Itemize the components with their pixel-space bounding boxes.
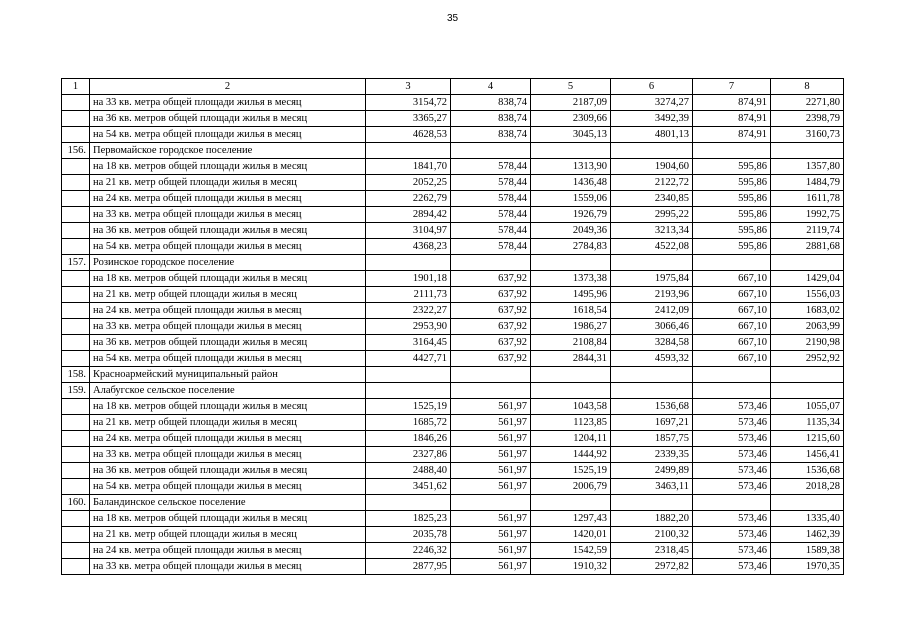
table-row: [62, 415, 844, 431]
value-cell: 838,74: [451, 95, 531, 111]
row-number-cell: [62, 559, 90, 575]
value-cell: 2499,89: [611, 463, 693, 479]
row-number-cell: [62, 175, 90, 191]
row-label: на 21 кв. метр общей площади жилья в месяц: [90, 415, 366, 431]
value-cell: 838,74: [451, 111, 531, 127]
value-cell: 573,46: [693, 559, 771, 575]
value-cell: 2972,82: [611, 559, 693, 575]
row-number-cell: [62, 447, 90, 463]
value-cell: 2953,90: [366, 319, 451, 335]
empty-cell: [366, 383, 451, 399]
empty-cell: [611, 383, 693, 399]
value-cell: 578,44: [451, 239, 531, 255]
row-number-cell: [62, 399, 90, 415]
row-number-cell: [62, 479, 90, 495]
value-cell: 2108,84: [531, 335, 611, 351]
empty-cell: [611, 495, 693, 511]
table-row: [62, 527, 844, 543]
header-cell: 4: [451, 79, 531, 95]
value-cell: 4368,23: [366, 239, 451, 255]
value-cell: 667,10: [693, 287, 771, 303]
value-cell: 3213,34: [611, 223, 693, 239]
value-cell: 4427,71: [366, 351, 451, 367]
value-cell: 3451,62: [366, 479, 451, 495]
empty-cell: [771, 495, 844, 511]
value-cell: 1215,60: [771, 431, 844, 447]
value-cell: 637,92: [451, 319, 531, 335]
value-cell: 1904,60: [611, 159, 693, 175]
row-number-cell: [62, 319, 90, 335]
empty-cell: [451, 255, 531, 271]
value-cell: 2412,09: [611, 303, 693, 319]
value-cell: 1373,38: [531, 271, 611, 287]
value-cell: 578,44: [451, 175, 531, 191]
table-row: [62, 111, 844, 127]
value-cell: 667,10: [693, 319, 771, 335]
value-cell: 1611,78: [771, 191, 844, 207]
value-cell: 561,97: [451, 559, 531, 575]
row-number-cell: [62, 127, 90, 143]
row-label: на 33 кв. метра общей площади жилья в месяц: [90, 319, 366, 335]
row-label: на 33 кв. метра общей площади жилья в месяц: [90, 95, 366, 111]
section-number: 159.: [62, 383, 90, 399]
table-row: [62, 271, 844, 287]
empty-cell: [611, 143, 693, 159]
section-row: [62, 367, 844, 383]
value-cell: 573,46: [693, 447, 771, 463]
value-cell: 3104,97: [366, 223, 451, 239]
value-cell: 3274,27: [611, 95, 693, 111]
value-cell: 1484,79: [771, 175, 844, 191]
value-cell: 2309,66: [531, 111, 611, 127]
value-cell: 578,44: [451, 159, 531, 175]
header-cell: 8: [771, 79, 844, 95]
value-cell: 2339,35: [611, 447, 693, 463]
value-cell: 1559,06: [531, 191, 611, 207]
value-cell: 1825,23: [366, 511, 451, 527]
header-cell: 7: [693, 79, 771, 95]
value-cell: 3492,39: [611, 111, 693, 127]
value-cell: 3160,73: [771, 127, 844, 143]
value-cell: 561,97: [451, 431, 531, 447]
value-cell: 561,97: [451, 511, 531, 527]
value-cell: 2318,45: [611, 543, 693, 559]
value-cell: 667,10: [693, 351, 771, 367]
value-cell: 637,92: [451, 303, 531, 319]
row-label: на 18 кв. метров общей площади жилья в месяц: [90, 511, 366, 527]
value-cell: 667,10: [693, 271, 771, 287]
value-cell: 2844,31: [531, 351, 611, 367]
value-cell: 2894,42: [366, 207, 451, 223]
empty-cell: [693, 143, 771, 159]
value-cell: 874,91: [693, 95, 771, 111]
value-cell: 2190,98: [771, 335, 844, 351]
value-cell: 1462,39: [771, 527, 844, 543]
row-number-cell: [62, 431, 90, 447]
value-cell: 2340,85: [611, 191, 693, 207]
value-cell: 1123,85: [531, 415, 611, 431]
empty-cell: [771, 143, 844, 159]
value-cell: 2881,68: [771, 239, 844, 255]
section-number: 160.: [62, 495, 90, 511]
value-cell: 874,91: [693, 127, 771, 143]
row-number-cell: [62, 111, 90, 127]
value-cell: 578,44: [451, 223, 531, 239]
table-row: [62, 127, 844, 143]
value-cell: 595,86: [693, 223, 771, 239]
value-cell: 1556,03: [771, 287, 844, 303]
value-cell: 1697,21: [611, 415, 693, 431]
value-cell: 3365,27: [366, 111, 451, 127]
value-cell: 1841,70: [366, 159, 451, 175]
value-cell: 573,46: [693, 415, 771, 431]
value-cell: 637,92: [451, 351, 531, 367]
value-cell: 1683,02: [771, 303, 844, 319]
value-cell: 2187,09: [531, 95, 611, 111]
row-number-cell: [62, 527, 90, 543]
table-row: [62, 543, 844, 559]
section-title: Баландинское сельское поселение: [90, 495, 366, 511]
section-title: Алабугское сельское поселение: [90, 383, 366, 399]
value-cell: 637,92: [451, 335, 531, 351]
empty-cell: [693, 383, 771, 399]
value-cell: 573,46: [693, 543, 771, 559]
value-cell: 1975,84: [611, 271, 693, 287]
value-cell: 2052,25: [366, 175, 451, 191]
empty-cell: [531, 383, 611, 399]
value-cell: 3164,45: [366, 335, 451, 351]
empty-cell: [366, 367, 451, 383]
row-label: на 24 кв. метра общей площади жилья в месяц: [90, 543, 366, 559]
value-cell: 573,46: [693, 511, 771, 527]
row-number-cell: [62, 303, 90, 319]
value-cell: 2262,79: [366, 191, 451, 207]
value-cell: 2327,86: [366, 447, 451, 463]
table-row: [62, 159, 844, 175]
value-cell: 874,91: [693, 111, 771, 127]
empty-cell: [451, 143, 531, 159]
row-number-cell: [62, 239, 90, 255]
value-cell: 2271,80: [771, 95, 844, 111]
row-label: на 54 кв. метра общей площади жилья в месяц: [90, 127, 366, 143]
value-cell: 3045,13: [531, 127, 611, 143]
value-cell: 2784,83: [531, 239, 611, 255]
table-row: [62, 351, 844, 367]
value-cell: 1135,34: [771, 415, 844, 431]
row-label: на 33 кв. метра общей площади жилья в месяц: [90, 207, 366, 223]
row-label: на 33 кв. метра общей площади жилья в месяц: [90, 447, 366, 463]
value-cell: 2035,78: [366, 527, 451, 543]
value-cell: 2049,36: [531, 223, 611, 239]
row-number-cell: [62, 351, 90, 367]
row-label: на 24 кв. метра общей площади жилья в месяц: [90, 431, 366, 447]
empty-cell: [531, 367, 611, 383]
value-cell: 4628,53: [366, 127, 451, 143]
table-row: [62, 175, 844, 191]
row-label: на 24 кв. метра общей площади жилья в месяц: [90, 303, 366, 319]
value-cell: 561,97: [451, 447, 531, 463]
value-cell: 561,97: [451, 479, 531, 495]
value-cell: 561,97: [451, 527, 531, 543]
section-title: Красноармейский муниципальный район: [90, 367, 366, 383]
row-label: на 54 кв. метра общей площади жилья в месяц: [90, 351, 366, 367]
value-cell: 1204,11: [531, 431, 611, 447]
empty-cell: [366, 495, 451, 511]
row-label: на 18 кв. метров общей площади жилья в месяц: [90, 271, 366, 287]
value-cell: 3154,72: [366, 95, 451, 111]
row-number-cell: [62, 543, 90, 559]
row-number-cell: [62, 207, 90, 223]
row-number-cell: [62, 335, 90, 351]
row-number-cell: [62, 287, 90, 303]
table-row: [62, 303, 844, 319]
value-cell: 1297,43: [531, 511, 611, 527]
value-cell: 573,46: [693, 399, 771, 415]
row-label: на 54 кв. метра общей площади жилья в месяц: [90, 239, 366, 255]
value-cell: 1882,20: [611, 511, 693, 527]
row-label: на 36 кв. метров общей площади жилья в месяц: [90, 463, 366, 479]
row-label: на 36 кв. метров общей площади жилья в месяц: [90, 335, 366, 351]
value-cell: 1970,35: [771, 559, 844, 575]
section-title: Розинское городское поселение: [90, 255, 366, 271]
value-cell: 4522,08: [611, 239, 693, 255]
row-label: на 18 кв. метров общей площади жилья в месяц: [90, 399, 366, 415]
value-cell: 2018,28: [771, 479, 844, 495]
value-cell: 1901,18: [366, 271, 451, 287]
section-number: 156.: [62, 143, 90, 159]
header-cell: 6: [611, 79, 693, 95]
value-cell: 1436,48: [531, 175, 611, 191]
table-row: [62, 207, 844, 223]
value-cell: 2995,22: [611, 207, 693, 223]
value-cell: 1043,58: [531, 399, 611, 415]
table-row: [62, 479, 844, 495]
section-row: [62, 143, 844, 159]
value-cell: 573,46: [693, 479, 771, 495]
value-cell: 667,10: [693, 335, 771, 351]
value-cell: 578,44: [451, 207, 531, 223]
value-cell: 2006,79: [531, 479, 611, 495]
value-cell: 1589,38: [771, 543, 844, 559]
table-row: [62, 463, 844, 479]
value-cell: 1420,01: [531, 527, 611, 543]
row-number-cell: [62, 511, 90, 527]
value-cell: 561,97: [451, 543, 531, 559]
value-cell: 2877,95: [366, 559, 451, 575]
value-cell: 573,46: [693, 431, 771, 447]
value-cell: 1357,80: [771, 159, 844, 175]
table-row: [62, 239, 844, 255]
header-cell: 1: [62, 79, 90, 95]
value-cell: 1055,07: [771, 399, 844, 415]
value-cell: 1846,26: [366, 431, 451, 447]
value-cell: 2119,74: [771, 223, 844, 239]
value-cell: 2246,32: [366, 543, 451, 559]
table-row: [62, 287, 844, 303]
value-cell: 595,86: [693, 239, 771, 255]
value-cell: 561,97: [451, 463, 531, 479]
value-cell: 838,74: [451, 127, 531, 143]
row-label: на 18 кв. метров общей площади жилья в месяц: [90, 159, 366, 175]
value-cell: 573,46: [693, 463, 771, 479]
value-cell: 1986,27: [531, 319, 611, 335]
header-cell: 3: [366, 79, 451, 95]
value-cell: 1536,68: [771, 463, 844, 479]
value-cell: 595,86: [693, 175, 771, 191]
table-row: [62, 511, 844, 527]
value-cell: 561,97: [451, 399, 531, 415]
empty-cell: [531, 255, 611, 271]
value-cell: 4593,32: [611, 351, 693, 367]
value-cell: 1525,19: [531, 463, 611, 479]
table-row: [62, 335, 844, 351]
header-cell: 5: [531, 79, 611, 95]
header-cell: 2: [90, 79, 366, 95]
value-cell: 1495,96: [531, 287, 611, 303]
value-cell: 1525,19: [366, 399, 451, 415]
row-number-cell: [62, 415, 90, 431]
section-number: 158.: [62, 367, 90, 383]
value-cell: 1618,54: [531, 303, 611, 319]
empty-cell: [693, 255, 771, 271]
value-cell: 3066,46: [611, 319, 693, 335]
value-cell: 595,86: [693, 207, 771, 223]
value-cell: 637,92: [451, 287, 531, 303]
value-cell: 1335,40: [771, 511, 844, 527]
row-label: на 24 кв. метра общей площади жилья в месяц: [90, 191, 366, 207]
value-cell: 1313,90: [531, 159, 611, 175]
page-number: 35: [446, 13, 459, 24]
row-number-cell: [62, 271, 90, 287]
value-cell: 573,46: [693, 527, 771, 543]
section-number: 157.: [62, 255, 90, 271]
row-number-cell: [62, 223, 90, 239]
value-cell: 1685,72: [366, 415, 451, 431]
row-label: на 36 кв. метров общей площади жилья в месяц: [90, 223, 366, 239]
empty-cell: [531, 495, 611, 511]
value-cell: 637,92: [451, 271, 531, 287]
value-cell: 3284,58: [611, 335, 693, 351]
empty-cell: [771, 255, 844, 271]
row-label: на 21 кв. метр общей площади жилья в месяц: [90, 287, 366, 303]
section-row: [62, 495, 844, 511]
empty-cell: [771, 367, 844, 383]
value-cell: 595,86: [693, 191, 771, 207]
value-cell: 4801,13: [611, 127, 693, 143]
empty-cell: [693, 367, 771, 383]
section-row: [62, 383, 844, 399]
value-cell: 2488,40: [366, 463, 451, 479]
value-cell: 2322,27: [366, 303, 451, 319]
value-cell: 578,44: [451, 191, 531, 207]
value-cell: 2063,99: [771, 319, 844, 335]
value-cell: 3463,11: [611, 479, 693, 495]
section-row: [62, 255, 844, 271]
value-cell: 1542,59: [531, 543, 611, 559]
table-row: [62, 319, 844, 335]
value-cell: 2193,96: [611, 287, 693, 303]
row-label: на 21 кв. метр общей площади жилья в месяц: [90, 527, 366, 543]
header-row: [62, 79, 844, 95]
row-label: на 36 кв. метров общей площади жилья в месяц: [90, 111, 366, 127]
value-cell: 595,86: [693, 159, 771, 175]
table-row: [62, 447, 844, 463]
value-cell: 1992,75: [771, 207, 844, 223]
row-label: на 21 кв. метр общей площади жилья в месяц: [90, 175, 366, 191]
value-cell: 2100,32: [611, 527, 693, 543]
section-title: Первомайское городское поселение: [90, 143, 366, 159]
value-cell: 2122,72: [611, 175, 693, 191]
empty-cell: [611, 255, 693, 271]
table-row: [62, 191, 844, 207]
value-cell: 2398,79: [771, 111, 844, 127]
table-row: [62, 399, 844, 415]
table-row: [62, 95, 844, 111]
value-cell: 2952,92: [771, 351, 844, 367]
value-cell: 1444,92: [531, 447, 611, 463]
row-number-cell: [62, 463, 90, 479]
table-row: [62, 559, 844, 575]
empty-cell: [451, 383, 531, 399]
row-number-cell: [62, 95, 90, 111]
table-row: [62, 223, 844, 239]
row-label: на 54 кв. метра общей площади жилья в месяц: [90, 479, 366, 495]
value-cell: 2111,73: [366, 287, 451, 303]
table-body: [62, 79, 844, 575]
empty-cell: [693, 495, 771, 511]
value-cell: 1857,75: [611, 431, 693, 447]
empty-cell: [366, 143, 451, 159]
row-number-cell: [62, 159, 90, 175]
value-cell: 1536,68: [611, 399, 693, 415]
empty-cell: [771, 383, 844, 399]
value-cell: 1429,04: [771, 271, 844, 287]
row-number-cell: [62, 191, 90, 207]
value-cell: 1910,32: [531, 559, 611, 575]
value-cell: 561,97: [451, 415, 531, 431]
empty-cell: [611, 367, 693, 383]
table-row: [62, 431, 844, 447]
empty-cell: [451, 367, 531, 383]
tariff-table: [61, 78, 844, 575]
empty-cell: [366, 255, 451, 271]
row-label: на 33 кв. метра общей площади жилья в месяц: [90, 559, 366, 575]
empty-cell: [451, 495, 531, 511]
value-cell: 1926,79: [531, 207, 611, 223]
empty-cell: [531, 143, 611, 159]
value-cell: 1456,41: [771, 447, 844, 463]
value-cell: 667,10: [693, 303, 771, 319]
